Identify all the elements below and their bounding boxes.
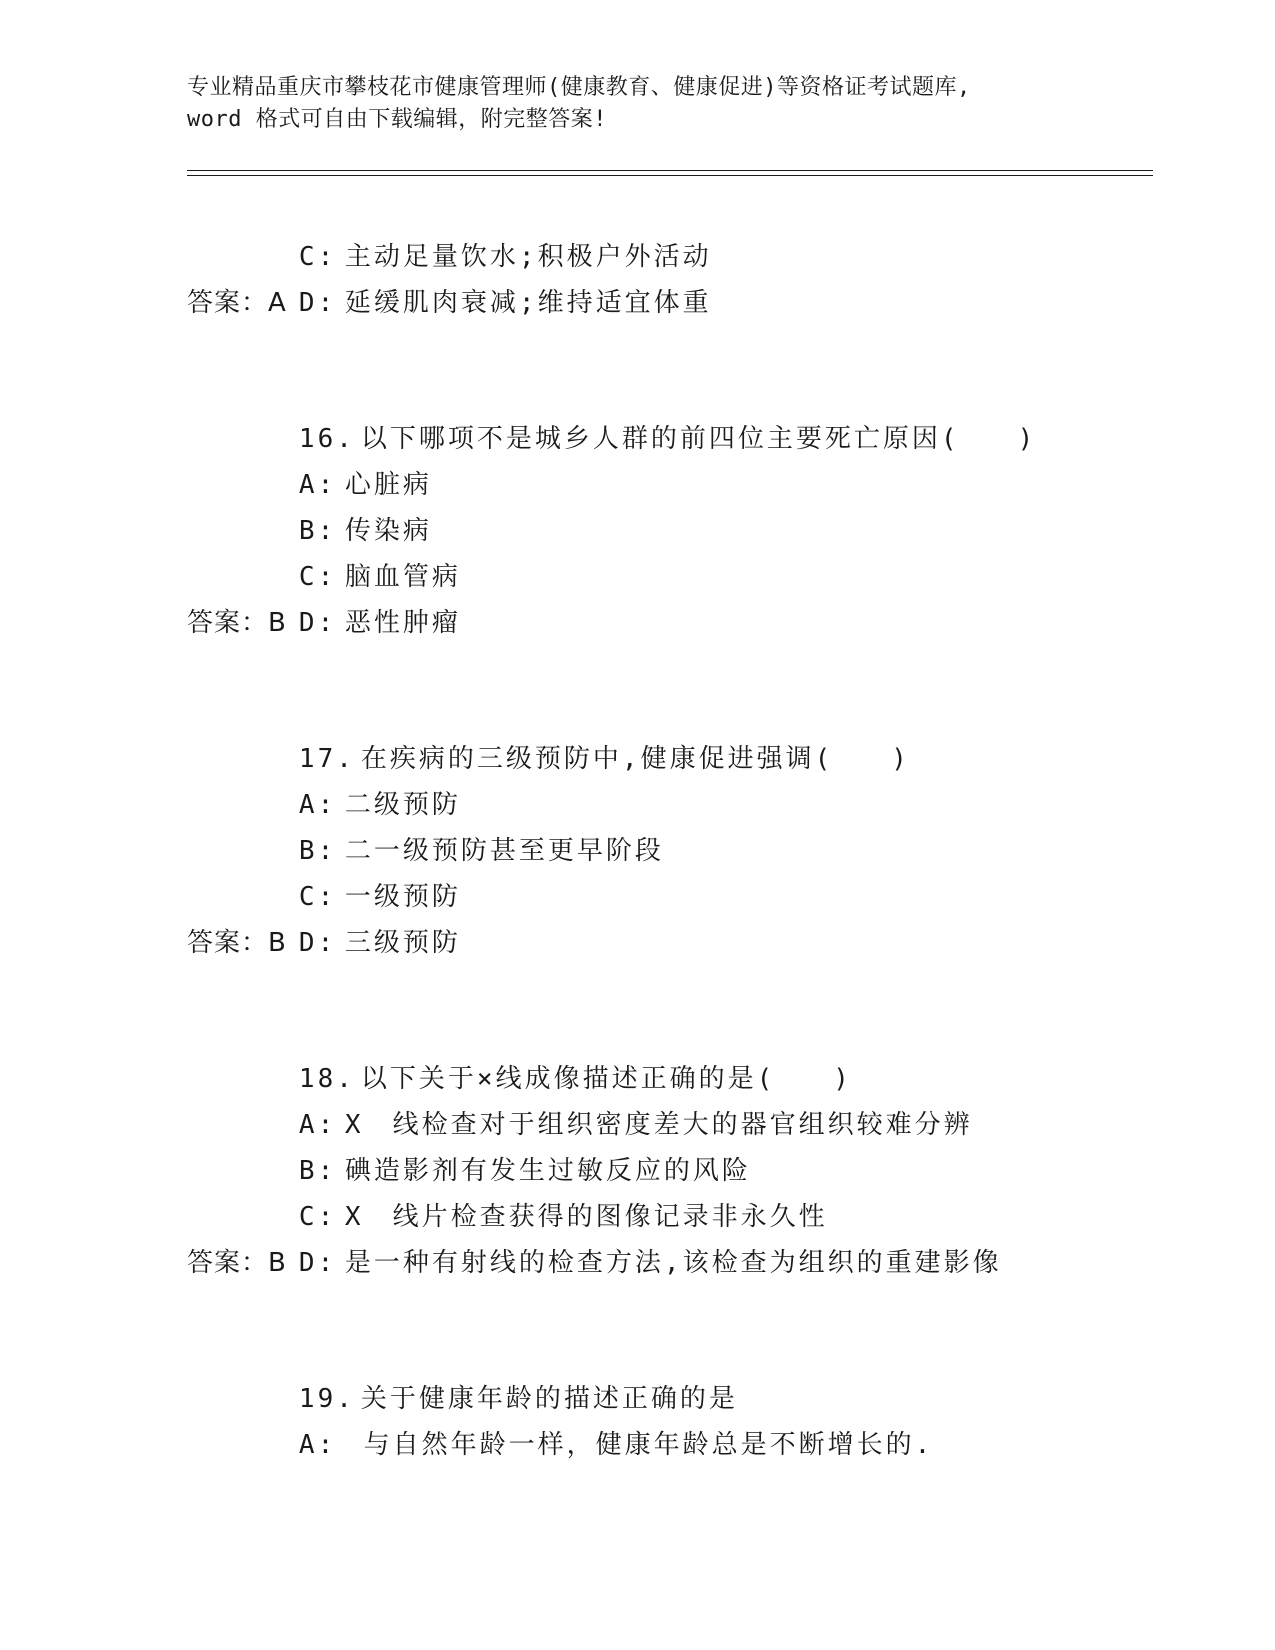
option-text: X 线片检查获得的图像记录非永久性 (344, 1202, 828, 1232)
option-text: 三级预防 (344, 928, 461, 958)
option-key: C: (298, 1202, 337, 1232)
header-rule-top (187, 170, 1153, 171)
question-text: 以下哪项不是城乡人群的前四位主要死亡原因( ) (360, 424, 1037, 454)
question-stem (187, 1330, 1147, 1414)
question-18 (187, 1010, 1147, 1286)
option-key: C: (298, 882, 337, 912)
spacer (187, 1286, 1147, 1330)
question-number: 18. (298, 1064, 355, 1094)
question-19 (187, 1330, 1147, 1460)
option-text: 二级预防 (344, 790, 461, 820)
question-stem (187, 690, 1147, 774)
option-text: 是一种有射线的检查方法,该检查为组织的重建影像 (344, 1248, 1002, 1278)
option-key: B: (298, 1156, 337, 1186)
question-text: 在疾病的三级预防中,健康促进强调( ) (360, 744, 910, 774)
question-text: 关于健康年龄的描述正确的是 (360, 1384, 738, 1414)
option-key: D: (298, 608, 337, 638)
option-text: 一级预防 (344, 882, 461, 912)
header-rule-bottom (187, 175, 1153, 176)
question-stem (187, 370, 1147, 454)
option-key: A: (298, 1110, 337, 1140)
option-key: A: (298, 790, 337, 820)
option-text: 二一级预防甚至更早阶段 (344, 836, 664, 866)
question-number: 16. (298, 424, 355, 454)
option-key: A: (298, 1430, 337, 1460)
option-text: 脑血管病 (344, 562, 461, 592)
option-text: 传染病 (344, 516, 432, 546)
option-key: C: (298, 242, 337, 272)
option-text: 与自然年龄一样，健康年龄总是不断增长的. (344, 1430, 934, 1460)
question-text: 以下关于×线成像描述正确的是( ) (360, 1064, 852, 1094)
option-key: D: (298, 1248, 337, 1278)
header-line-2: word 格式可自由下载编辑，附完整答案! (187, 107, 607, 132)
option-key: D: (298, 928, 337, 958)
answer-line: 答案：B (187, 608, 287, 638)
question-16 (187, 370, 1147, 646)
option-text: 延缓肌肉衰减;维持适宜体重 (344, 288, 712, 318)
question-number: 19. (298, 1384, 355, 1414)
option-text: X 线检查对于组织密度差大的器官组织较难分辨 (344, 1110, 973, 1140)
option-key: B: (298, 516, 337, 546)
document-header (187, 72, 1087, 136)
question-number: 17. (298, 744, 355, 774)
answer-line: 答案：B (187, 1248, 287, 1278)
option-key: A: (298, 470, 337, 500)
option-text: 恶性肿瘤 (344, 608, 461, 638)
option-key: C: (298, 562, 337, 592)
option-text: 碘造影剂有发生过敏反应的风险 (344, 1156, 751, 1186)
spacer (187, 646, 1147, 690)
option-key: B: (298, 836, 337, 866)
header-line-1: 专业精品重庆市攀枝花市健康管理师(健康教育、健康促进)等资格证考试题库, (187, 75, 971, 100)
option-row (187, 188, 1147, 272)
question-17 (187, 690, 1147, 966)
question-stem (187, 1010, 1147, 1094)
answer-line: 答案：A (187, 288, 287, 318)
answer-line: 答案：B (187, 928, 287, 958)
carryover-block (187, 188, 1147, 326)
spacer (187, 326, 1147, 370)
question-list (187, 188, 1147, 1460)
option-key: D: (298, 288, 337, 318)
option-text: 心脏病 (344, 470, 432, 500)
option-text: 主动足量饮水;积极户外活动 (344, 242, 712, 272)
spacer (187, 966, 1147, 1010)
